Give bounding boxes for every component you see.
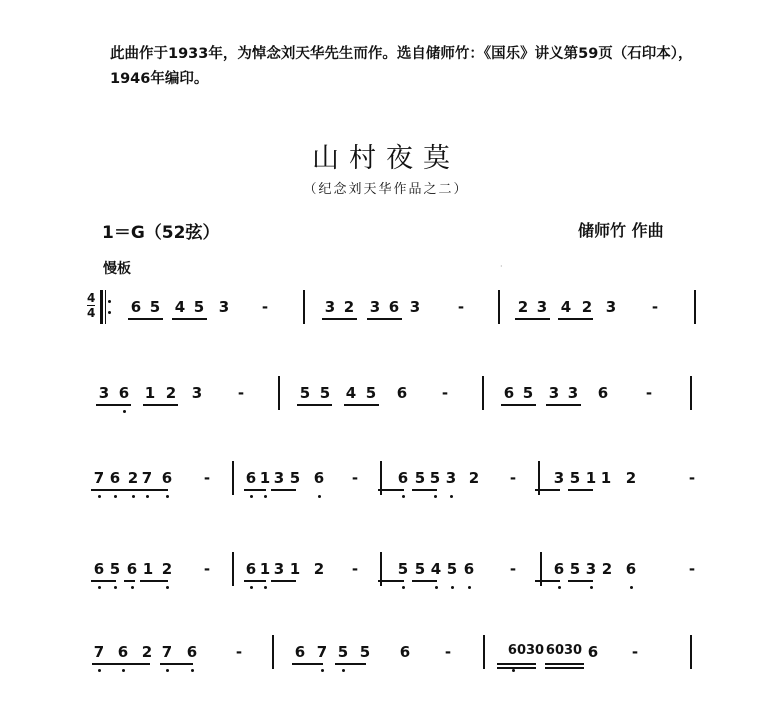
beam-line	[568, 580, 593, 582]
beam-line	[292, 663, 323, 665]
low-octave-dot	[131, 586, 134, 589]
note: 6	[118, 384, 130, 402]
beam-line	[535, 489, 560, 491]
low-octave-dot	[321, 669, 324, 672]
dash: -	[444, 643, 452, 661]
note: 5	[319, 384, 331, 402]
beam-line	[335, 663, 366, 665]
beam-line	[535, 580, 560, 582]
bar-line	[482, 376, 484, 410]
bar-line	[232, 552, 234, 586]
note: 1	[142, 560, 154, 578]
low-octave-dot	[166, 669, 169, 672]
low-octave-dot	[132, 495, 135, 498]
low-octave-dot	[558, 586, 561, 589]
low-octave-dot	[318, 495, 321, 498]
note: 2	[517, 298, 529, 316]
beam-line	[128, 318, 163, 320]
repeat-start-sign	[100, 290, 108, 324]
note: 5	[359, 643, 371, 661]
low-octave-dot	[98, 495, 101, 498]
note: 3	[409, 298, 421, 316]
beam-line	[378, 580, 404, 582]
dash: -	[237, 384, 245, 402]
dash: -	[631, 643, 639, 661]
note: 6	[186, 643, 198, 661]
beam-line	[568, 489, 593, 491]
note: 6	[294, 643, 306, 661]
bar-line	[690, 635, 692, 669]
low-octave-dot	[250, 586, 253, 589]
note: 5	[193, 298, 205, 316]
dash: -	[203, 469, 211, 487]
note: 5	[446, 560, 458, 578]
note: 3	[553, 469, 565, 487]
note: 6	[161, 469, 173, 487]
beam-line	[271, 489, 296, 491]
note: 6	[388, 298, 400, 316]
beam-line	[367, 318, 402, 320]
note: 1	[259, 560, 271, 578]
dash: -	[235, 643, 243, 661]
note: 6	[126, 560, 138, 578]
bar-line	[232, 461, 234, 495]
low-octave-dot	[114, 495, 117, 498]
note: 6	[109, 469, 121, 487]
note: 2	[165, 384, 177, 402]
dash: -	[351, 560, 359, 578]
beam-line	[412, 489, 437, 491]
beam-line	[378, 489, 404, 491]
subtitle: （纪念刘天华作品之二）	[303, 182, 469, 197]
note: 6	[396, 384, 408, 402]
beam-line	[545, 663, 584, 665]
beam-line	[546, 404, 581, 406]
bar-line	[272, 635, 274, 669]
low-octave-dot	[123, 410, 126, 413]
low-octave-dot	[342, 669, 345, 672]
note: 6	[397, 469, 409, 487]
note: 5	[289, 469, 301, 487]
beam-line	[558, 318, 593, 320]
beam-line	[545, 667, 584, 669]
note: 3	[567, 384, 579, 402]
beam-line	[501, 404, 536, 406]
note: 5	[414, 469, 426, 487]
note: 2	[581, 298, 593, 316]
note: 6	[399, 643, 411, 661]
note: 6	[597, 384, 609, 402]
low-octave-dot	[114, 586, 117, 589]
note: 3	[273, 469, 285, 487]
repeat-thin-line	[105, 290, 106, 324]
bar-line	[690, 376, 692, 410]
note: 1	[289, 560, 301, 578]
note: 6	[117, 643, 129, 661]
repeat-dot	[108, 300, 111, 303]
note: 5	[569, 469, 581, 487]
beam-line	[160, 663, 193, 665]
note: 3	[605, 298, 617, 316]
dash: -	[688, 560, 696, 578]
note: 5	[397, 560, 409, 578]
low-octave-dot	[512, 669, 515, 672]
note: 6	[245, 560, 257, 578]
bar-line	[483, 635, 485, 669]
low-octave-dot	[450, 495, 453, 498]
note: 7	[93, 643, 105, 661]
note-text: 此曲作于1933年，为悼念刘天华先生而作。选自储师竹：《国乐》讲义第59页（石印本），1946年编印。	[110, 46, 693, 87]
page-title: 山村夜莫	[312, 143, 460, 174]
low-octave-dot	[146, 495, 149, 498]
note: 3	[273, 560, 285, 578]
low-octave-dot	[630, 586, 633, 589]
dash: -	[203, 560, 211, 578]
note: 6	[313, 469, 325, 487]
bar-line	[498, 290, 500, 324]
note: 4	[430, 560, 442, 578]
note: 3	[585, 560, 597, 578]
time-signature-bottom: 4	[87, 306, 96, 320]
note: 6	[503, 384, 515, 402]
note: 3	[445, 469, 457, 487]
dash: -	[651, 298, 659, 316]
dash: -	[509, 560, 517, 578]
note: 5	[569, 560, 581, 578]
beam-line	[91, 580, 116, 582]
note: 1	[259, 469, 271, 487]
beam-line	[497, 663, 536, 665]
dash: -	[645, 384, 653, 402]
beam-line	[96, 404, 131, 406]
low-octave-dot	[468, 586, 471, 589]
beam-line	[92, 663, 150, 665]
low-octave-dot	[451, 586, 454, 589]
low-octave-dot	[402, 495, 405, 498]
beam-line	[515, 318, 550, 320]
beam-line	[497, 667, 536, 669]
note: 5	[109, 560, 121, 578]
note: 2	[601, 560, 613, 578]
beam-line	[344, 404, 379, 406]
note: 2	[127, 469, 139, 487]
note: 7	[316, 643, 328, 661]
note: 7	[93, 469, 105, 487]
note: 3	[218, 298, 230, 316]
note: 5	[365, 384, 377, 402]
note: 5	[149, 298, 161, 316]
note: 3	[536, 298, 548, 316]
repeat-thick-line	[100, 290, 103, 324]
note: 5	[522, 384, 534, 402]
time-signature	[87, 291, 95, 320]
beam-line	[124, 580, 135, 582]
beam-line	[91, 489, 168, 491]
note: 3	[548, 384, 560, 402]
note: 5	[337, 643, 349, 661]
note: 5	[414, 560, 426, 578]
note: 2	[468, 469, 480, 487]
note: 6030	[545, 643, 583, 658]
note: 2	[313, 560, 325, 578]
low-octave-dot	[590, 586, 593, 589]
note: 6	[93, 560, 105, 578]
note: 6030	[507, 643, 545, 658]
note: 7	[141, 469, 153, 487]
composer: 储师竹 作曲	[578, 221, 664, 240]
low-octave-dot	[166, 495, 169, 498]
note: 3	[98, 384, 110, 402]
low-octave-dot	[98, 669, 101, 672]
bar-line	[303, 290, 305, 324]
beam-line	[244, 489, 266, 491]
bar-line	[694, 290, 696, 324]
note: 5	[299, 384, 311, 402]
note: 1	[585, 469, 597, 487]
low-octave-dot	[435, 586, 438, 589]
low-octave-dot	[98, 586, 101, 589]
low-octave-dot	[250, 495, 253, 498]
dash: -	[261, 298, 269, 316]
dash: -	[457, 298, 465, 316]
beam-line	[143, 404, 178, 406]
note: 6	[553, 560, 565, 578]
beam-line	[297, 404, 332, 406]
note: 3	[191, 384, 203, 402]
stray-mark: ·	[500, 262, 503, 271]
beam-line	[172, 318, 207, 320]
note: 6	[130, 298, 142, 316]
note: 2	[343, 298, 355, 316]
low-octave-dot	[191, 669, 194, 672]
beam-line	[271, 580, 296, 582]
note: 6	[245, 469, 257, 487]
low-octave-dot	[122, 669, 125, 672]
tempo-marking: 慢板	[103, 261, 131, 277]
note: 3	[369, 298, 381, 316]
beam-line	[140, 580, 168, 582]
note: 6	[587, 643, 599, 661]
note: 2	[141, 643, 153, 661]
note: 2	[625, 469, 637, 487]
note: 4	[560, 298, 572, 316]
low-octave-dot	[402, 586, 405, 589]
note: 4	[174, 298, 186, 316]
low-octave-dot	[166, 586, 169, 589]
dash: -	[509, 469, 517, 487]
beam-line	[322, 318, 357, 320]
low-octave-dot	[264, 586, 267, 589]
note: 7	[161, 643, 173, 661]
time-signature-top: 4	[87, 291, 96, 305]
beam-line	[244, 580, 266, 582]
repeat-dot	[108, 311, 111, 314]
note: 1	[144, 384, 156, 402]
dash: -	[441, 384, 449, 402]
bar-line	[278, 376, 280, 410]
note: 1	[600, 469, 612, 487]
note: 2	[161, 560, 173, 578]
key-signature: 1＝G（52弦）	[102, 223, 220, 243]
note: 6	[625, 560, 637, 578]
dash: -	[688, 469, 696, 487]
note: 4	[345, 384, 357, 402]
note: 5	[429, 469, 441, 487]
note: 3	[324, 298, 336, 316]
note: 6	[463, 560, 475, 578]
low-octave-dot	[264, 495, 267, 498]
beam-line	[412, 580, 437, 582]
dash: -	[351, 469, 359, 487]
low-octave-dot	[434, 495, 437, 498]
